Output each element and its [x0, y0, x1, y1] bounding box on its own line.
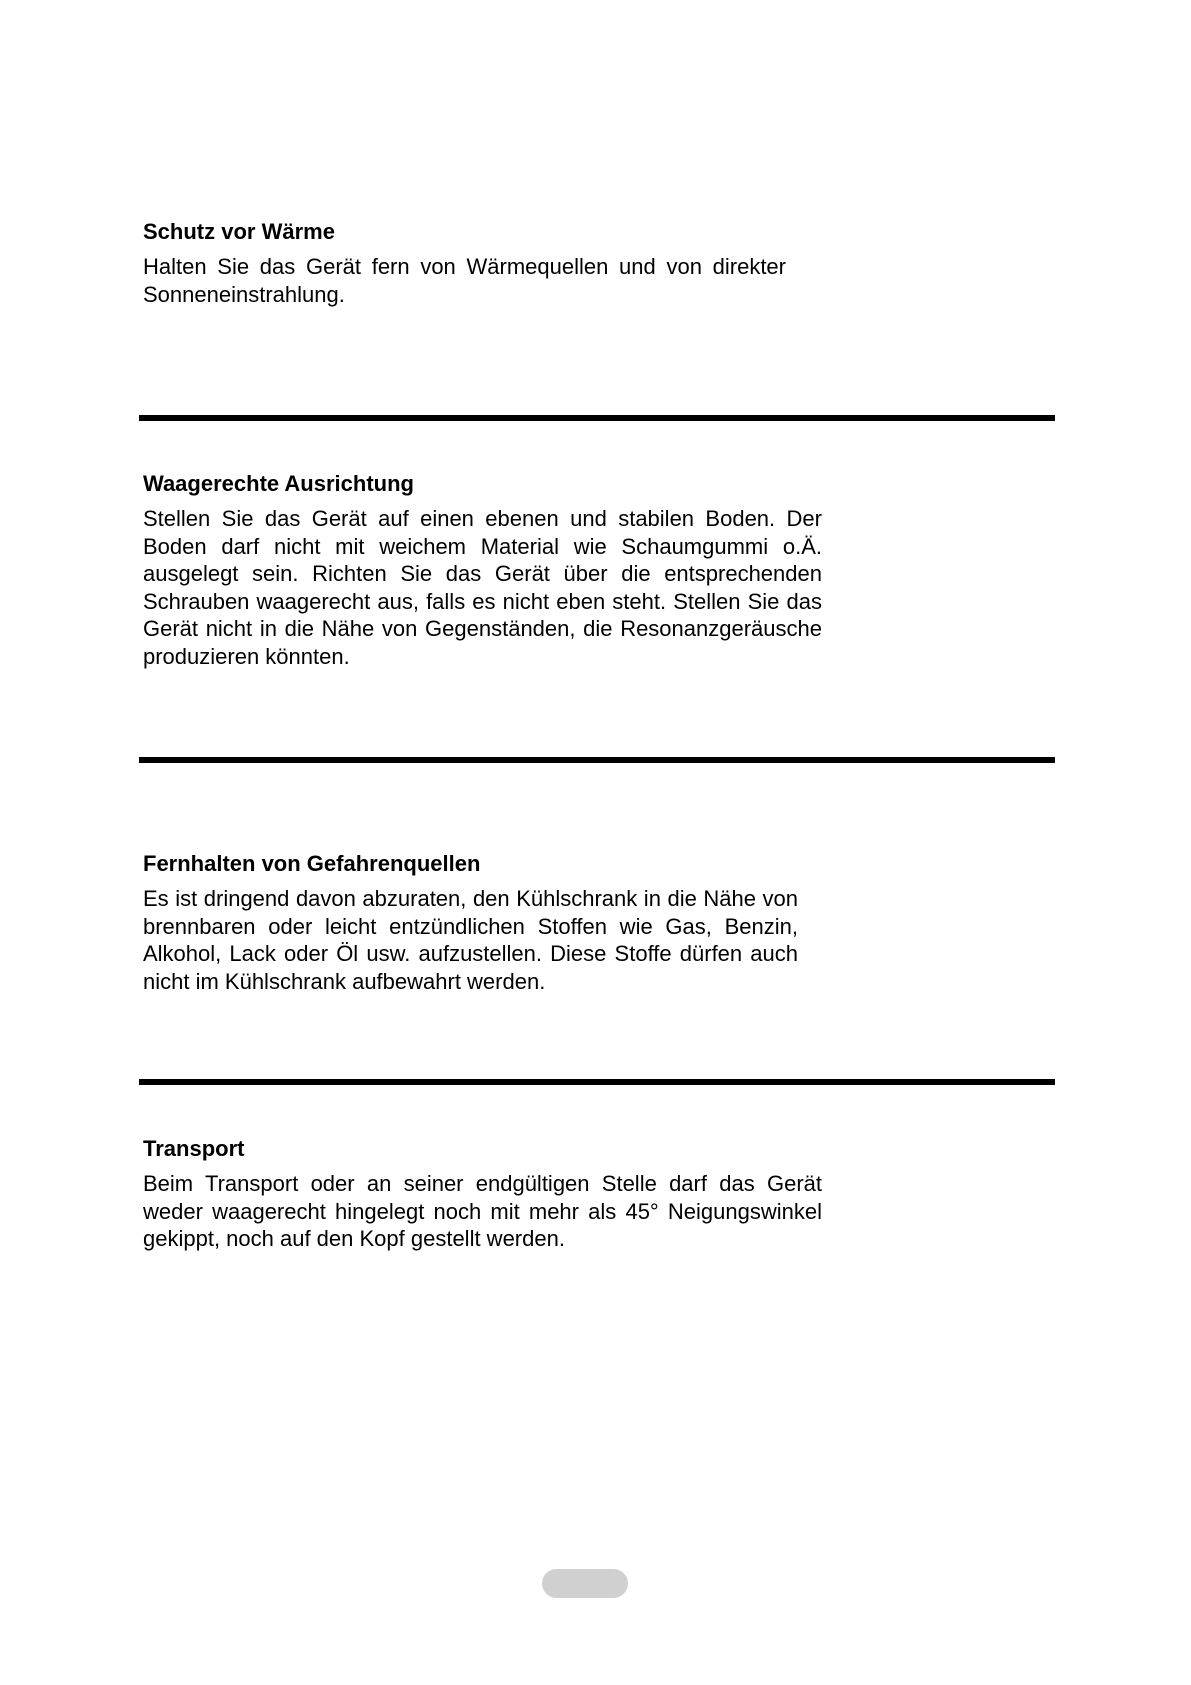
- section-hazard-sources: [143, 850, 798, 995]
- section-text: Es ist dringend davon abzuraten, den Kühlschrank in die Nähe von brennbaren oder leicht entzündlichen Stoffen wie Gas, Benzin, Alkohol, Lack oder Öl usw. aufzustellen. Diese Stoffe dürfen auch nicht im Kühlschrank aufbewahrt werden.: [143, 886, 798, 994]
- section-text: Stellen Sie das Gerät auf einen ebenen und stabilen Boden. Der Boden darf nicht mit weichem Material wie Schaumgummi o.Ä. ausgelegt sein. Richten Sie das Gerät über die entsprechenden Schrauben waagerecht aus, falls es nicht eben steht. Stellen Sie das Gerät nicht in die Nähe von Gegenständen, die Resonanzgeräusche produzieren könnten.: [143, 506, 822, 669]
- section-text: Halten Sie das Gerät fern von Wärmequellen und von direkter Sonneneinstrahlung.: [143, 254, 786, 307]
- section-divider: [139, 757, 1055, 763]
- section-heading: Fernhalten von Gefahrenquellen: [143, 851, 481, 876]
- section-heading: Schutz vor Wärme: [143, 219, 335, 244]
- section-divider: [139, 415, 1055, 421]
- section-heat-protection: [143, 218, 786, 308]
- section-level-alignment: [143, 470, 822, 671]
- section-heading: Transport: [143, 1136, 245, 1161]
- section-heading: Waagerechte Ausrichtung: [143, 471, 414, 496]
- section-text: Beim Transport oder an seiner endgültigen Stelle darf das Gerät weder waagerecht hingelegt noch mit mehr als 45° Neigungswinkel gekippt, noch auf den Kopf gestellt werden.: [143, 1171, 822, 1252]
- section-divider: [139, 1079, 1055, 1085]
- section-transport: [143, 1135, 822, 1253]
- page-number-marker: [542, 1569, 628, 1598]
